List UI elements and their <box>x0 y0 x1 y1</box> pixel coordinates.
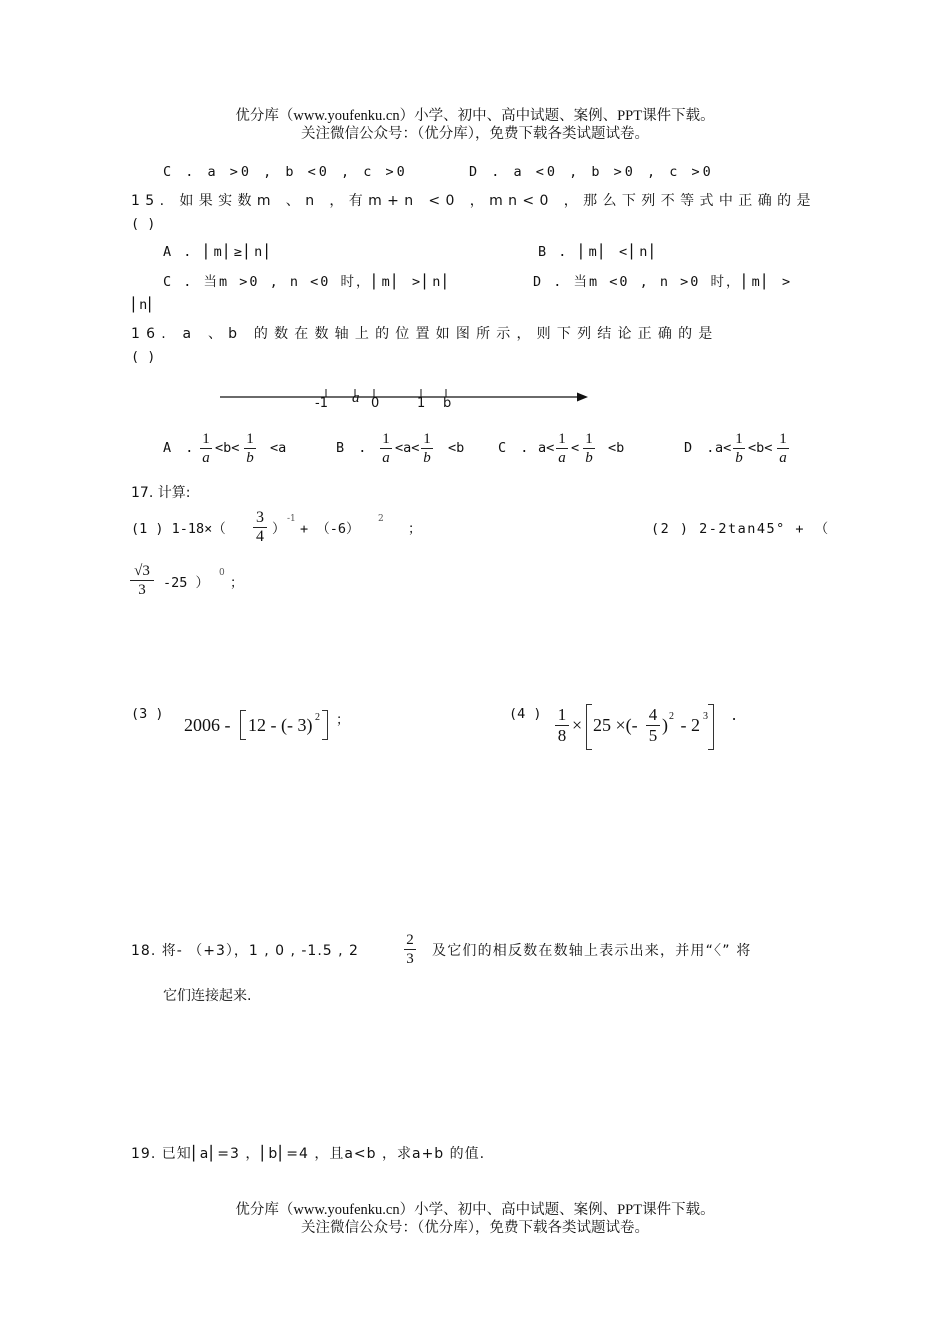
q17-p1-paren-close: ） <box>272 521 286 537</box>
q15-option-d: D . 当m <0 , n >0 时，⎜m⎜ > <box>533 274 793 290</box>
page-footer-line1: 优分库（www.youfenku.cn）小学、初中、高中试题、案例、PPT课件下载。 <box>235 1202 715 1218</box>
q16-stem: 16. a 、b 的数在数轴上的位置如图所示，则下列结论正确的是 <box>131 326 719 342</box>
q16-b-text2: <b <box>448 440 465 456</box>
number-line-arrow <box>577 393 588 402</box>
q17-p1-end: ； <box>408 521 422 537</box>
q16-a-frac2: 1 b <box>244 431 256 466</box>
q17-p3-a: 2006 - <box>184 715 231 735</box>
number-line-label-a: a <box>352 390 360 406</box>
q15-option-b: B . ⎜m⎜ <⎜n⎜ <box>538 244 660 260</box>
q15-stem: 15. 如果实数m 、n ，有m+n <0 ，mn<0 ，那么下列不等式中正确的是 <box>131 193 816 209</box>
q17-p2-rest: -25 ） <box>163 575 210 591</box>
q16-d-frac1: 1 b <box>733 431 745 466</box>
q17-p3-bracket-left <box>240 710 246 740</box>
q17-p4-inner-c: - 2 <box>676 715 700 735</box>
q17-p4-bracket-right <box>708 704 714 750</box>
q17-p1-exp: -1 <box>287 514 296 524</box>
q17-p3-bracket-right <box>322 710 328 740</box>
q17-p2-frac: √3 3 <box>130 563 154 598</box>
number-line-figure <box>210 380 600 416</box>
q17-title: 17. 计算: <box>131 485 191 501</box>
q15-answer-paren: ( ) <box>131 216 156 232</box>
q16-option-b-label: B . <box>336 440 370 456</box>
q16-c-text1: < <box>571 440 580 456</box>
page-footer-line2: 关注微信公众号：（优分库），免费下载各类试题试卷。 <box>301 1220 649 1236</box>
q16-option-a-label: A . <box>163 440 197 456</box>
q16-a-frac1: 1 a <box>200 431 212 466</box>
q17-p4-times: × <box>572 715 583 735</box>
q17-p1-frac: 3 4 <box>253 510 267 545</box>
q16-d-text0: a< <box>715 440 732 456</box>
q18-line2: 它们连接起来. <box>163 988 252 1004</box>
q17-p2-end: ； <box>230 575 244 591</box>
q16-a-text1: <b< <box>215 440 240 456</box>
page-header-line2: 关注微信公众号：（优分库），免费下载各类试题试卷。 <box>301 126 649 142</box>
q17-p4-inner-a: 25 ×(- <box>593 715 638 735</box>
q16-b-frac2: 1 b <box>421 431 433 466</box>
q16-answer-paren: ( ) <box>131 349 156 365</box>
q17-p4-exp1: 2 <box>669 711 674 722</box>
q17-p1-prefix: (1 ) 1-18×（ <box>131 521 226 537</box>
q18-mixed-frac: 2 3 <box>404 932 416 967</box>
q16-d-text1: <b< <box>748 440 773 456</box>
q17-p4-label: (4 ) <box>509 706 542 722</box>
q17-p4-inner-b: ) <box>662 715 668 735</box>
q16-b-text1: <a< <box>395 440 420 456</box>
q18-suffix: 及它们的相反数在数轴上表示出来，并用“〈” 将 <box>432 943 752 959</box>
number-line-label-b: b <box>443 396 452 411</box>
q16-c-frac2: 1 b <box>583 431 595 466</box>
q16-option-c-label: C . <box>498 440 532 456</box>
q18-prefix: 18. 将- （+3），1 , 0 , -1.5 , 2 <box>131 943 359 959</box>
q17-p4-bracket-left <box>586 704 592 750</box>
q16-option-d-label: D . <box>684 440 718 456</box>
number-line-label-neg1: -1 <box>315 396 328 411</box>
q17-p2-exp: 0 <box>219 568 225 578</box>
q17-p4-inner-frac: 4 5 <box>646 706 660 745</box>
q17-p1-rest: + （-6） <box>300 521 360 537</box>
q15-option-d-cont: ⎜n⎜ <box>131 297 156 313</box>
q15-option-c: C . 当m >0 , n <0 时，⎜m⎜ >⎜n⎜ <box>163 274 453 290</box>
q16-b-frac1: 1 a <box>380 431 392 466</box>
q16-c-text2: <b <box>608 440 625 456</box>
page-header-line1: 优分库（www.youfenku.cn）小学、初中、高中试题、案例、PPT课件下载。 <box>235 108 715 124</box>
q17-p3-inner: 12 - (- 3) <box>248 715 313 735</box>
q17-p2-prefix: (2 ) 2-2tan45° + （ <box>651 521 830 537</box>
q17-p4-exp2: 3 <box>703 711 708 722</box>
q16-d-frac2: 1 a <box>777 431 789 466</box>
number-line-label-0: 0 <box>371 396 380 411</box>
q16-c-text0: a< <box>538 440 555 456</box>
q14-option-c: C . a >0 , b <0 , c >0 <box>163 164 408 180</box>
q17-p3-exp: 2 <box>315 712 320 723</box>
q17-p3-end: ； <box>336 712 350 728</box>
q17-p4-end: . <box>730 708 739 724</box>
q16-c-frac1: 1 a <box>556 431 568 466</box>
q17-p4-frac: 1 8 <box>555 706 569 745</box>
q19-text: 19. 已知⎜a⎜=3 ，⎜b⎜=4 ，且a<b ，求a+b 的值. <box>131 1146 486 1162</box>
q16-a-text2: <a <box>270 440 287 456</box>
q14-option-d: D . a <0 , b >0 , c >0 <box>469 164 714 180</box>
q17-p3-label: (3 ) <box>131 706 164 722</box>
q17-p1-exp2: 2 <box>378 514 384 524</box>
number-line-label-1: 1 <box>417 396 426 411</box>
q15-option-a: A . ⎜m⎜≥⎜n⎜ <box>163 244 275 260</box>
